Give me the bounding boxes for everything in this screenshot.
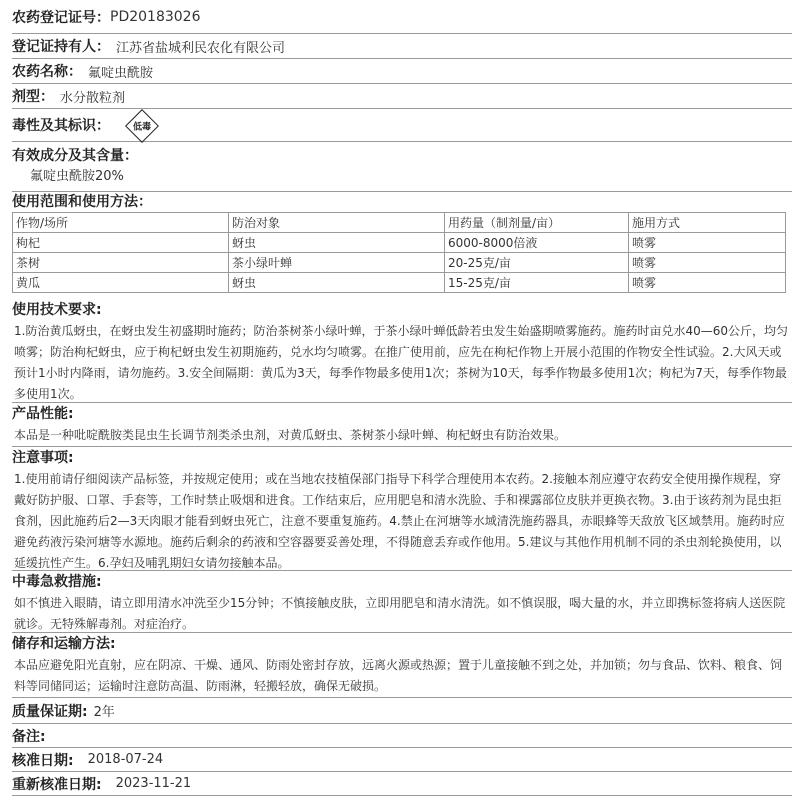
remarks-label: 备注: [12,728,46,745]
holder-label: 登记证持有人： [12,39,110,55]
pesticide-name-value: 氟啶虫酰胺 [88,65,154,81]
approval-date-value: 2018-07-24 [87,752,164,767]
usage-header-row [12,192,792,212]
technique-label: 使用技术要求: [12,302,102,318]
storage-text: 本品应避免阳光直射，应在阴凉、干燥、通风、防雨处密封存放，远离火源或热源；置于儿童接触不到之处，并加锁；勿与食品、饮料、粮食、饲料等同储同运；运输时注意防高温、防雨淋，轻搬轻放，确保无破损。 [14,658,783,693]
storage-section [12,633,792,698]
reapproval-date-row [12,772,792,796]
holder-value: 江苏省盐城利民农化有限公司 [116,40,286,56]
usage-cell: 20-25克/亩 [445,253,629,273]
firstaid-section [12,571,792,633]
registration-number-row [12,0,792,34]
usage-cell: 6000-8000倍液 [445,233,629,253]
usage-cell: 枸杞 [13,233,229,253]
formulation-label: 剂型： [12,89,54,105]
formulation-value: 水分散粒剂 [60,90,126,106]
registration-number-value: PD20183026 [110,8,201,25]
notes-section [12,447,792,571]
reapproval-date-label: 重新核准日期: [12,776,102,793]
remarks-row [12,724,792,748]
usage-header-cell: 用药量（制剂量/亩） [445,213,629,233]
notes-text: 1.使用前请仔细阅读产品标签，并按规定使用；或在当地农技植保部门指导下科学合理使用本农药。2.接触本剂应遵守农药安全使用操作规程，穿戴好防护服、口罩、手套等，工作时禁止吸烟和进食。工作结束后，应用肥皂和清水洗脸、手和裸露部位皮肤并更换衣物。3.由于该药剂为昆虫拒食剂，因此施药后2—3天肉眼才能看到蚜虫死亡，注意不要重复施药。4.禁止在河塘等水域清洗施药器具，赤眼蜂等天敌放飞区域禁用。施药时应避免药液污染河塘等水源地。施药后剩余的药液和空容器要妥善处理，不得随意丢弃或作他用。5.建议与其他作用机制不同的杀虫剂轮换使用，以延缓抗性产生。6.孕妇及哺乳期妇女请勿接触本品。 [14,472,785,570]
toxicity-badge-text: 低毒 [132,122,152,133]
performance-label: 产品性能: [12,406,74,422]
toxicity-row [12,109,792,142]
usage-header-cell: 施用方式 [629,213,786,233]
table-row [13,273,786,293]
usage-header-cell: 防治对象 [229,213,445,233]
performance-section [12,403,792,447]
usage-cell: 蚜虫 [229,273,445,293]
usage-cell: 喷雾 [629,233,786,253]
firstaid-text: 如不慎进入眼睛，请立即用清水冲洗至少15分钟；不慎接触皮肤，立即用肥皂和清水清洗。如不慎误服，喝大量的水，并立即携标签将病人送医院就诊。无特殊解毒剂。对症治疗。 [14,596,786,631]
technique-section [12,299,792,403]
notes-label: 注意事项: [12,450,74,466]
pesticide-name-label: 农药名称： [12,64,82,80]
usage-cell: 15-25克/亩 [445,273,629,293]
usage-header-cell: 作物/场所 [13,213,229,233]
usage-cell: 蚜虫 [229,233,445,253]
toxicity-label: 毒性及其标识： [12,118,110,134]
approval-date-row [12,748,792,772]
ingredient-label: 有效成分及其含量： [12,148,138,164]
usage-cell: 喷雾 [629,253,786,273]
performance-text: 本品是一种吡啶酰胺类昆虫生长调节剂类杀虫剂，对黄瓜蚜虫、茶树茶小绿叶蝉、枸杞蚜虫有防治效果。 [14,428,567,442]
pesticide-name-row [12,59,792,84]
warranty-value: 2年 [93,705,115,720]
usage-cell: 喷雾 [629,273,786,293]
firstaid-label: 中毒急救措施: [12,574,102,590]
warranty-row [12,698,792,724]
usage-table-header [13,213,786,233]
ingredient-value: 氟啶虫酰胺20% [30,169,124,184]
table-row [13,253,786,273]
low-toxicity-badge-icon [125,109,159,143]
usage-cell: 茶树 [13,253,229,273]
storage-label: 储存和运输方法: [12,636,116,652]
warranty-label: 质量保证期: [12,703,88,720]
table-row [13,233,786,253]
technique-text: 1.防治黄瓜蚜虫，在蚜虫发生初盛期时施药；防治茶树茶小绿叶蝉，于茶小绿叶蝉低龄若虫发生始盛期喷雾施药。施药时亩兑水40—60公斤，均匀喷雾；防治枸杞蚜虫，应于枸杞蚜虫发生初期施药，兑水均匀喷雾。在推广使用前，应先在枸杞作物上开展小范围的作物安全性试验。2.大风天或预计1小时内降雨，请勿施药。3.安全间隔期：黄瓜为3天，每季作物最多使用1次；茶树为10天，每季作物最多使用1次；枸杞为7天，每季作物最多使用1次。 [14,324,788,401]
usage-cell: 黄瓜 [13,273,229,293]
holder-row [12,34,792,59]
usage-label: 使用范围和使用方法： [12,194,152,210]
formulation-row [12,84,792,109]
usage-table [12,212,786,293]
approval-date-label: 核准日期: [12,752,74,769]
reapproval-date-value: 2023-11-21 [115,776,192,791]
registration-number-label: 农药登记证号： [12,9,110,26]
usage-cell: 茶小绿叶蝉 [229,253,445,273]
ingredient-row [12,142,792,192]
